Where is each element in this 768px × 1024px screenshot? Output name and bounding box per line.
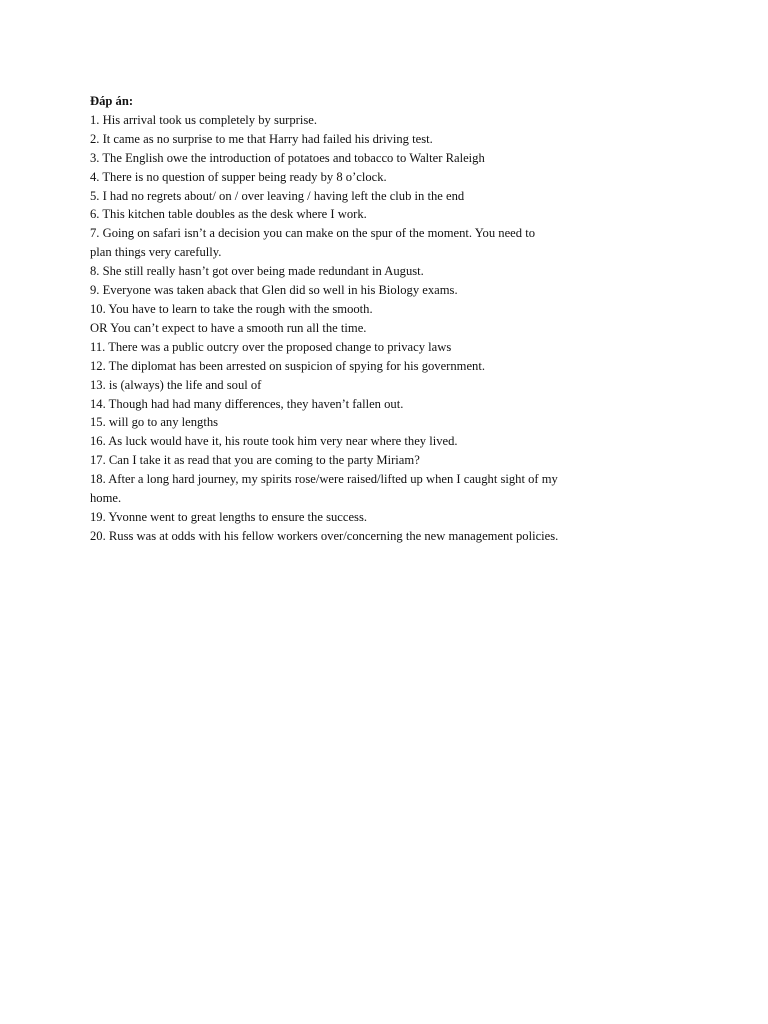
- answer-list: [90, 111, 650, 546]
- answer-line: 14. Though had had many differences, they haven’t fallen out.: [90, 396, 404, 411]
- answer-line: 17. Can I take it as read that you are coming to the party Miriam?: [90, 453, 420, 468]
- answer-line: 15. will go to any lengths: [90, 415, 219, 430]
- answer-line: 5. I had no regrets about/ on / over leaving / having left the club in the end: [90, 188, 465, 203]
- answer-key: [90, 92, 650, 546]
- answer-line: 9. Everyone was taken aback that Glen did so well in his Biology exams.: [90, 283, 458, 298]
- answer-line: plan things very carefully.: [90, 245, 222, 260]
- answer-line: 6. This kitchen table doubles as the desk where I work.: [90, 207, 367, 222]
- answer-line: home.: [90, 491, 122, 506]
- answer-line: 13. is (always) the life and soul of: [90, 377, 262, 392]
- answer-line: 16. As luck would have it, his route took him very near where they lived.: [90, 434, 458, 449]
- answer-line: 4. There is no question of supper being ready by 8 o’clock.: [90, 169, 387, 184]
- answer-line: 11. There was a public outcry over the proposed change to privacy laws: [90, 339, 452, 354]
- answer-line: OR You can’t expect to have a smooth run all the time.: [90, 320, 367, 335]
- answer-line: 7. Going on safari isn’t a decision you can make on the spur of the moment. You need to: [90, 226, 536, 241]
- answer-line: 20. Russ was at odds with his fellow workers over/concerning the new management policies.: [90, 528, 559, 543]
- answer-line: 18. After a long hard journey, my spirits rose/were raised/lifted up when I caught sight of my: [90, 472, 558, 487]
- answer-line: 12. The diplomat has been arrested on suspicion of spying for his government.: [90, 358, 485, 373]
- answer-line: 10. You have to learn to take the rough with the smooth.: [90, 301, 373, 316]
- answer-heading: Đáp án:: [90, 94, 134, 108]
- answer-line: 8. She still really hasn’t got over being made redundant in August.: [90, 264, 424, 279]
- answer-line: 1. His arrival took us completely by surprise.: [90, 112, 317, 127]
- answer-line: 3. The English owe the introduction of potatoes and tobacco to Walter Raleigh: [90, 150, 485, 165]
- answer-line: 19. Yvonne went to great lengths to ensure the success.: [90, 509, 368, 524]
- answer-line: 2. It came as no surprise to me that Harry had failed his driving test.: [90, 131, 433, 146]
